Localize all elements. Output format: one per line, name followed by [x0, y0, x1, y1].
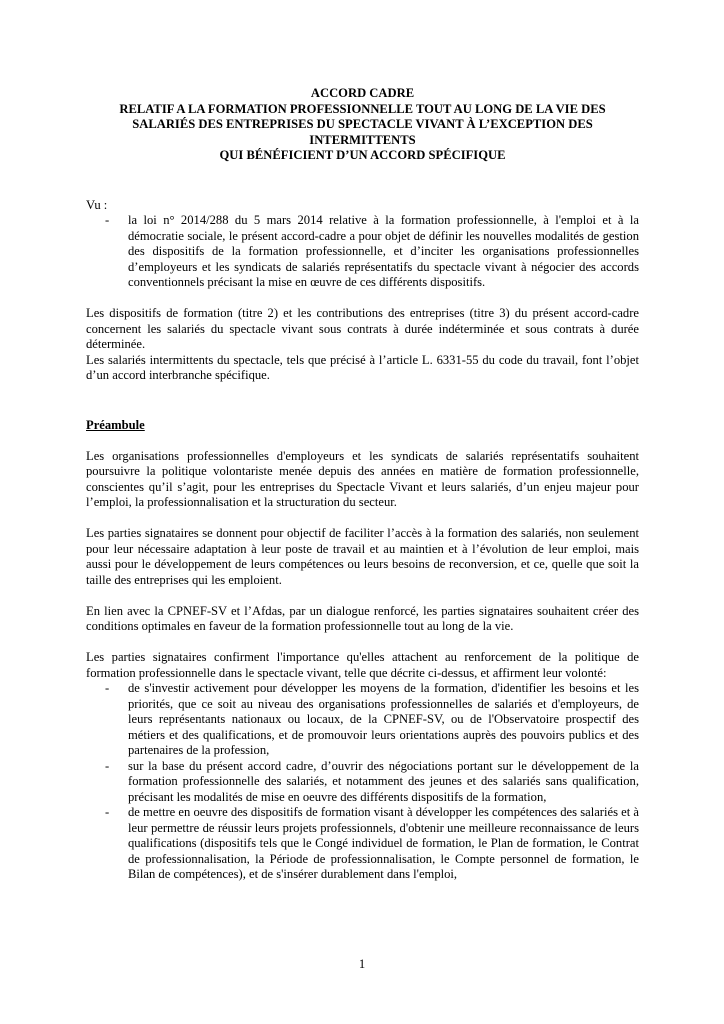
vu-label: Vu :: [86, 197, 108, 212]
title-line-2: RELATIF A LA FORMATION PROFESSIONNELLE TOUT AU LONG DE LA VIE DES: [119, 101, 606, 116]
list-dash: -: [105, 213, 110, 227]
document-title: [86, 86, 639, 164]
list-item-text: de mettre en oeuvre des dispositifs de formation visant à développer les compétences des salariés et à leur permettre de réussir leurs projets professionnels, d'obtenir une meilleure reconnaissance de leurs qualifications (dispositifs tels que le Congé individuel de formation, le Plan de formation, le Contrat de professionnalisation, la Période de professionnalisation, le Compte personnel de formation, le Bilan de compétences), et de s'insérer durablement dans l'emploi,: [128, 805, 639, 881]
list-item-text: la loi n° 2014/288 du 5 mars 2014 relative à la formation professionnelle, à l'emploi et à la démocratie sociale, le présent accord-cadre a pour objet de définir les nouvelles modalités de gestion des dispositifs de la formation professionnelle, et d’inciter les organisations professionnelles d’employeurs et les syndicats de salariés représentatifs du spectacle vivant à négocier des accords conventionnels précisant la mise en œuvre de ces différents dispositifs.: [128, 213, 639, 289]
list-item-text: de s'investir activement pour développer les moyens de la formation, d'identifier les besoins et les priorités, que ce soit au niveau des organisations professionnelles de salariés et d'employeurs, de leurs représentants nationaux ou locaux, de la CPNEF-SV, ou de l'Observatoire prospectif des métiers et des qualifications, et de promouvoir leurs orientations auprès des pouvoirs publics et des partenaires de la profession,: [128, 681, 639, 757]
title-line-1: ACCORD CADRE: [310, 86, 415, 100]
title-line-3: SALARIÉS DES ENTREPRISES DU SPECTACLE VIVANT À L’EXCEPTION DES: [132, 117, 593, 131]
list-item: [86, 759, 639, 806]
list-dash: -: [105, 758, 110, 773]
document-page: [86, 86, 639, 883]
list-dash: -: [105, 681, 110, 695]
preambule-paragraph-2: Les parties signataires se donnent pour objectif de faciliter l’accès à la formation des salariés, non seulement pour leur nécessaire adaptation à leur poste de travail et au maintien et à l’évolution de leur emploi, mais aussi pour le développement de leurs compétences ou leurs besoins de reconversion, et ce, quelle que soit la taille des entreprises qui les emploient.: [86, 526, 639, 587]
intro-paragraph-2: Les salariés intermittents du spectacle, tels que précisé à l’article L. 6331-55 du code du travail, font l’objet d’un accord interbranche spécifique.: [86, 352, 639, 382]
vu-list: [86, 213, 639, 291]
list-dash: -: [105, 805, 110, 819]
list-item: [86, 681, 639, 759]
preambule-paragraph-3: En lien avec la CPNEF-SV et l’Afdas, par un dialogue renforcé, les parties signataires souhaitent créer des conditions optimales en faveur de la formation professionnelle tout au long de la vie.: [86, 603, 639, 633]
vu-section: [86, 198, 639, 291]
list-item: [86, 805, 639, 883]
preambule-paragraph-1: Les organisations professionnelles d'employeurs et les syndicats de salariés représentatifs souhaitent poursuivre la politique volontariste menée depuis des années en matière de formation professionnelle, conscientes qu’il s’agit, pour les entreprises du Spectacle Vivant et leurs salariés, d’un enjeu majeur pour l’emploi, la professionnalisation et la structuration du secteur.: [86, 448, 639, 509]
section-heading-preambule: Préambule: [86, 417, 145, 432]
page-number: 1: [358, 957, 366, 971]
list-item: [86, 213, 639, 291]
title-line-4: INTERMITTENTS: [309, 132, 416, 147]
list-item-text: sur la base du présent accord cadre, d’ouvrir des négociations portant sur le développement de la formation professionnelle des salariés, et notamment des jeunes et des salariés sans qualification, précisant les modalités de mise en oeuvre des différents dispositifs de la formation,: [128, 758, 639, 804]
preambule-list: [86, 681, 639, 883]
preambule-paragraph-4: Les parties signataires confirment l'importance qu'elles attachent au renforcement de la politique de formation professionnelle dans le spectacle vivant, telle que décrite ci-dessus, et affirment leur volonté:: [86, 650, 639, 680]
title-line-5: QUI BÉNÉFICIENT D’UN ACCORD SPÉCIFIQUE: [219, 148, 506, 162]
intro-paragraph-1: Les dispositifs de formation (titre 2) et les contributions des entreprises (titre 3) du présent accord-cadre concernent les salariés du spectacle vivant sous contrats à durée indéterminée et sous contrats à durée déterminée.: [86, 306, 639, 351]
